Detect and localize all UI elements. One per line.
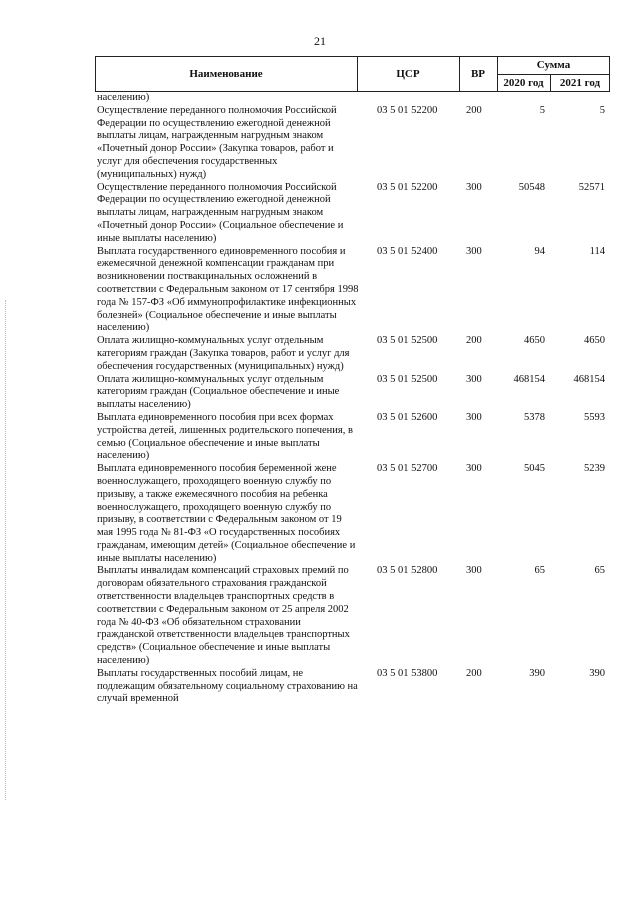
table-row <box>97 374 610 412</box>
row-name: Оплата жилищно-коммунальных услуг отдельным категориям граждан (Социальное обеспечение и иные выплаты населению) <box>97 373 340 411</box>
row-2021: 65 <box>594 565 605 577</box>
row-2020: 65 <box>534 565 545 577</box>
row-2020: 468154 <box>513 373 545 385</box>
continuation-row <box>97 92 610 105</box>
row-vr: 200 <box>466 335 482 347</box>
scan-edge-mark <box>5 300 7 800</box>
row-vr: 300 <box>466 245 482 257</box>
row-csr: 03 5 01 52500 <box>377 373 438 385</box>
row-2020: 5378 <box>524 411 545 423</box>
row-2021: 5239 <box>584 463 605 475</box>
page-number: 21 <box>314 34 326 48</box>
row-csr: 03 5 01 52800 <box>377 565 438 577</box>
row-2020: 390 <box>529 667 545 679</box>
header-sum: Сумма <box>536 59 571 71</box>
table-row <box>97 105 610 182</box>
row-name: Выплата единовременного пособия беременной жене военнослужащего, проходящего военную службу по призыву, а также ежемесячного пособия на ребенка военнослужащего, проходящего военную службу по призыву, в соответствии с Федеральным законом от 19 мая 1995 года № 81-ФЗ «О государственных пособиях гражданам, имеющим детей» (Социальное обеспечение и иные выплаты населению) <box>97 463 356 564</box>
header-name: Наименование <box>189 68 263 80</box>
row-csr: 03 5 01 52200 <box>377 181 438 193</box>
row-2020: 4650 <box>524 335 545 347</box>
row-csr: 03 5 01 52200 <box>377 104 438 116</box>
table-row <box>97 565 610 667</box>
row-csr: 03 5 01 53800 <box>377 667 438 679</box>
row-2021: 4650 <box>584 335 605 347</box>
row-2021: 390 <box>589 667 605 679</box>
row-vr: 300 <box>466 373 482 385</box>
row-csr: 03 5 01 52700 <box>377 463 438 475</box>
row-2020: 94 <box>534 245 545 257</box>
row-csr: 03 5 01 52600 <box>377 411 438 423</box>
row-vr: 300 <box>466 181 482 193</box>
row-csr: 03 5 01 52500 <box>377 335 438 347</box>
continuation-text: населению) <box>97 92 150 103</box>
row-name: Выплата государственного единовременного пособия и ежемесячной денежной компенсации гражданам при возникновении поствакцинальных осложнений в соответствии с Федеральным законом от 17 сентября 1998 года № 157-ФЗ «Об иммунопрофилактике инфекционных болезней» (Социальное обеспечение и иные выплаты населению) <box>97 245 359 334</box>
header-vr: ВР <box>470 68 486 80</box>
row-2020: 5045 <box>524 463 545 475</box>
row-2021: 5593 <box>584 411 605 423</box>
row-vr: 200 <box>466 667 482 679</box>
row-2021: 5 <box>599 104 605 116</box>
table-row <box>97 412 610 463</box>
table-row <box>97 463 610 565</box>
table-row <box>97 335 610 373</box>
table-row <box>97 246 610 336</box>
row-name: Выплаты государственных пособий лицам, не подлежащим обязательному социальному страхованию на случай временной <box>97 667 358 705</box>
row-name: Оплата жилищно-коммунальных услуг отдельным категориям граждан (Закупка товаров, работ и услуг для обеспечения государственных (муниципальных) нужд) <box>97 335 350 372</box>
row-name: Осуществление переданного полномочия Российской Федерации по осуществлению ежегодной денежной выплаты лицам, награжденным нагрудным знаком «Почетный донор России» (Социальное обеспечение и иные выплаты населению) <box>97 181 344 244</box>
row-2020: 5 <box>539 104 545 116</box>
table-row <box>97 668 610 706</box>
row-2020: 50548 <box>518 181 545 193</box>
header-2020: 2020 год <box>503 77 544 89</box>
table-row <box>97 182 610 246</box>
row-vr: 200 <box>466 104 482 116</box>
row-vr: 300 <box>466 565 482 577</box>
row-vr: 300 <box>466 463 482 475</box>
row-2021: 52571 <box>578 181 605 193</box>
row-vr: 300 <box>466 411 482 423</box>
row-name: Выплаты инвалидам компенсаций страховых премий по договорам обязательного страхования гражданской ответственности владельцев транспортных средств в соответствии с Федеральным законом от 25 апреля 2002 года № 40-ФЗ «Об обязательном страховании гражданской ответственности владельцев транспортных средств» (Социальное обеспечение и иные выплаты населению) <box>97 565 350 667</box>
row-name: Осуществление переданного полномочия Российской Федерации по осуществлению ежегодной денежной выплаты лицам, награжденным нагрудным знаком «Почетный донор России» (Закупка товаров, работ и услуг для обеспечения государственных (муниципальных) нужд) <box>97 104 337 180</box>
header-csr: ЦСР <box>396 68 420 80</box>
table-body <box>97 92 610 706</box>
table-header <box>95 56 610 92</box>
row-2021: 114 <box>589 245 605 257</box>
row-csr: 03 5 01 52400 <box>377 245 438 257</box>
row-name: Выплата единовременного пособия при всех формах устройства детей, лишенных родительского попечения, в семью (Социальное обеспечение и иные выплаты населению) <box>97 411 353 462</box>
header-2021: 2021 год <box>559 77 601 89</box>
row-2021: 468154 <box>573 373 605 385</box>
